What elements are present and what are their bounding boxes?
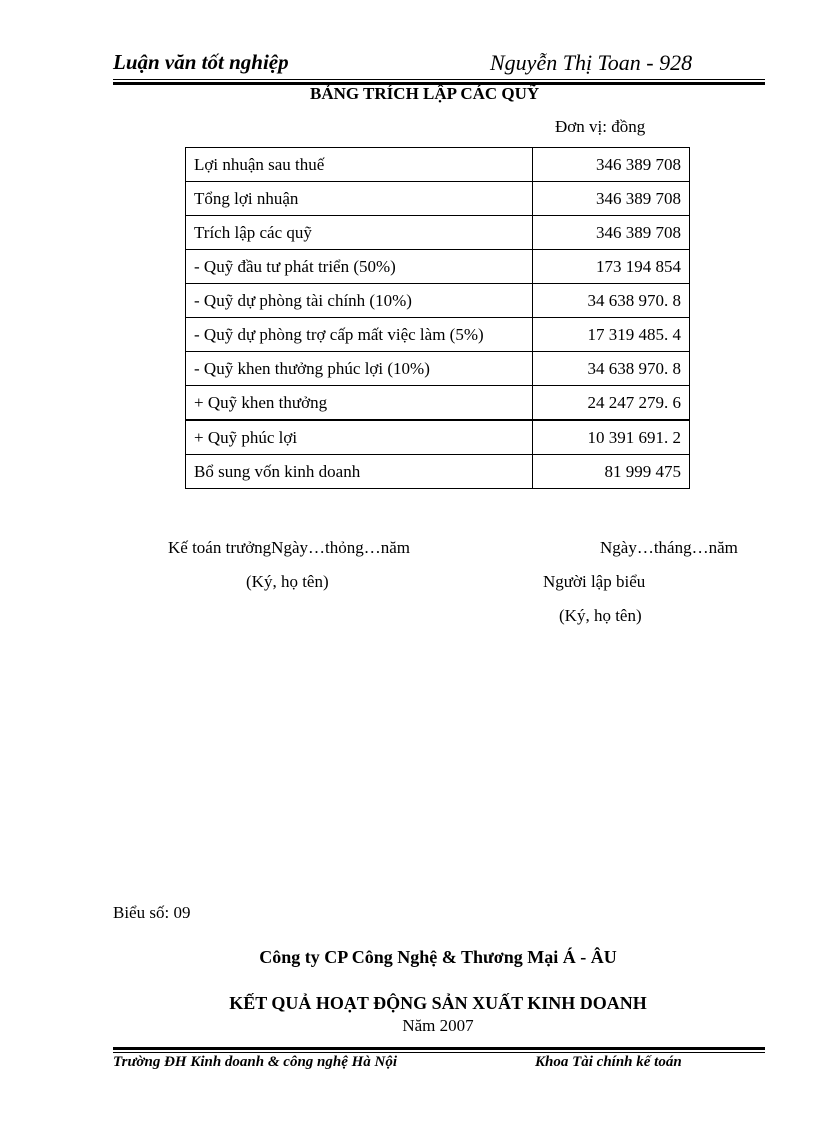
row-label: Lợi nhuận sau thuế [186,148,533,182]
row-value: 24 247 279. 6 [533,386,690,421]
row-label: - Quỹ đầu tư phát triển (50%) [186,250,533,284]
header-author: Nguyễn Thị Toan - 928 [490,50,693,75]
header-thesis-title: Luận văn tốt nghiệp [113,50,289,74]
row-value: 346 389 708 [533,216,690,250]
row-value: 17 319 485. 4 [533,318,690,352]
table-row [186,250,690,284]
row-label: + Quỹ phúc lợi [186,420,533,455]
row-label: Bổ sung vốn kinh doanh [186,455,533,489]
footer-university: Trường ĐH Kinh doanh & công nghệ Hà Nội [113,1054,398,1070]
funds-table [185,147,690,489]
row-label: Tổng lợi nhuận [186,182,533,216]
row-value: 10 391 691. 2 [533,420,690,455]
table-row [186,420,690,455]
table-row [186,148,690,182]
table-row [186,216,690,250]
footer-rule-thick [113,1047,765,1050]
unit-label: Đơn vị: đồng [555,117,646,136]
form-number: Biểu số: 09 [113,903,191,922]
row-label: - Quỹ dự phòng trợ cấp mất việc làm (5%) [186,318,533,352]
row-value: 346 389 708 [533,182,690,216]
row-value: 34 638 970. 8 [533,352,690,386]
table-row [186,386,690,421]
company-name: Công ty CP Công Nghệ & Thương Mại Á - ÂU [259,947,617,967]
table-title: BẢNG TRÍCH LẬP CÁC QUỸ [310,84,540,103]
table-row [186,352,690,386]
preparer-title: Người lập biểu [543,572,646,591]
table-row [186,284,690,318]
row-label: - Quỹ khen thưởng phúc lợi (10%) [186,352,533,386]
table-row [186,455,690,489]
row-label: - Quỹ dự phòng tài chính (10%) [186,284,533,318]
preparer-date: Ngày…tháng…năm [600,538,738,557]
table-row [186,318,690,352]
report-title: KẾT QUẢ HOẠT ĐỘNG SẢN XUẤT KINH DOANH [229,993,647,1013]
row-value: 346 389 708 [533,148,690,182]
table-row [186,182,690,216]
preparer-sign-note: (Ký, họ tên) [559,606,642,625]
footer-faculty: Khoa Tài chính kế toán [535,1054,682,1070]
row-value: 173 194 854 [533,250,690,284]
row-value: 81 999 475 [533,455,690,489]
header-rule-thin [113,79,765,80]
row-value: 34 638 970. 8 [533,284,690,318]
chief-accountant-sign-note: (Ký, họ tên) [246,572,329,591]
report-year: Năm 2007 [402,1016,474,1035]
footer-rule-thin [113,1052,765,1053]
row-label: + Quỹ khen thưởng [186,386,533,421]
chief-accountant-line: Kế toán trưởngNgày…thỏng…năm [168,538,410,557]
row-label: Trích lập các quỹ [186,216,533,250]
